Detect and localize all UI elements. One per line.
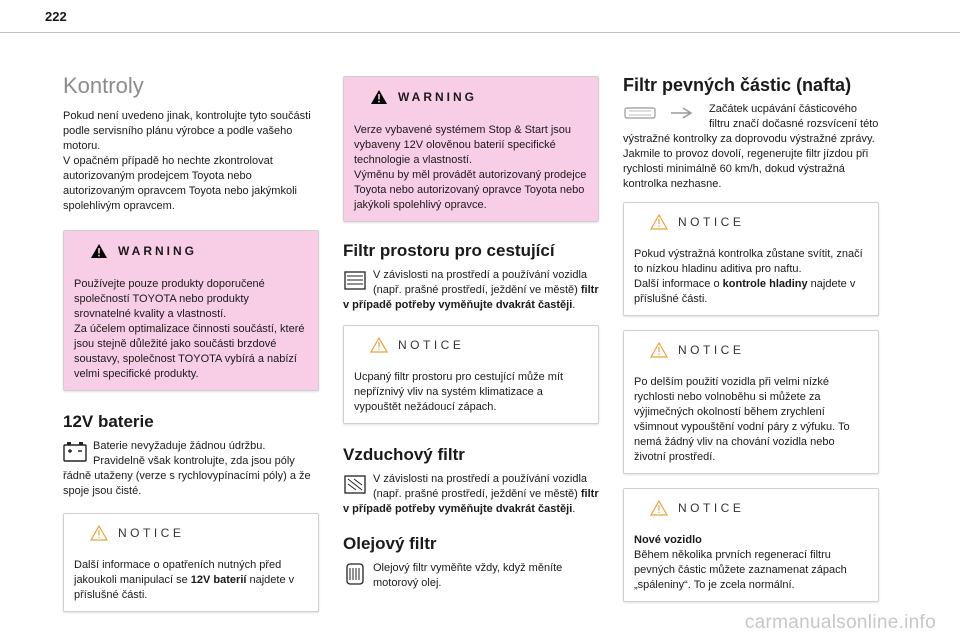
notice-box-battery [63,513,319,612]
intro-paragraph-1: Pokud není uvedeno jinak, kontrolujte tyto součásti podle servisního plánu výrobce a podle vašeho motoru. [63,110,311,152]
air-filter-icon [343,473,367,495]
section-title-oil-filter: Olejový filtr [343,534,437,553]
cabin-text: V závislosti na prostředí a používání vozidla (např. prašné prostředí, ježdění ve městě) [373,269,588,296]
notice-label: NOTICE [678,501,745,515]
notice-additive-post: najdete v příslušné části. [634,278,856,305]
section-title-12v-baterie: 12V baterie [63,412,154,431]
warning-label: WARNING [118,244,197,258]
section-title-kontroly: Kontroly [63,73,144,98]
notice-box-cabin [343,325,599,424]
warning-header [64,231,318,271]
oil-filter-icon [343,562,367,586]
battery-icon [63,440,87,462]
warning-body [344,117,598,221]
warning-line-1: Verze vybavené systémem Stop & Start jsou vybaveny 12V olověnou baterií specifické technologie a vlastností. [354,124,572,166]
intro-paragraph-2: V opačném případě ho nechte zkontrolovat autorizovaným prodejcem Toyota nebo autorizovaným opravcem Toyota nebo jakýmkoli spolehlivým opravcem. [63,155,297,212]
notice-text-bold: 12V baterií [190,574,247,586]
notice-battery-text [74,558,308,603]
notice-body [624,369,878,473]
notice-new-vehicle-text [634,533,868,593]
notice-header [64,514,318,552]
warning-triangle-icon [370,89,388,105]
air-text-bold: filtr v případě potřeby vyměňujte dvakrát častěji [343,488,599,515]
column-1 [63,70,319,612]
warning-line-2: Výměnu by měl provádět autorizovaný prodejce Toyota nebo autorizovaný opravce Toyota nebo jakýkoli spolehlivý opravce. [354,169,587,211]
notice-label: NOTICE [678,215,745,229]
notice-steam-text: Po delším použití vozidla při velmi nízké rychlosti nebo volnoběhu si můžete za výjimečných okolností během zrychlení všimnout vypouštění vodní páry z výfuku. To nemá žádný vliv na chování vozidla nebo životní prostředí. [634,376,850,463]
section-title-air-filter: Vzduchový filtr [343,445,465,464]
warning-box-products [63,230,319,391]
battery-paragraph [63,439,319,499]
notice-body [624,527,878,601]
notice-label: NOTICE [398,338,465,352]
notice-label: NOTICE [118,526,185,540]
cabin-filter-icon [343,269,367,291]
section-title-dpf: Filtr pevných částic (nafta) [623,75,852,95]
cabin-text-post: . [572,299,576,311]
warning-line-2: Za účelem optimalizace činnosti součástí, které jsou stejně důležité jako součásti brzdové soustavy, společnost TOYOTA vybírá a nabízí velmi specifické produkty. [74,323,305,380]
notice-triangle-icon [90,525,108,541]
notice-header [624,331,878,369]
notice-additive-line-2 [634,277,868,307]
notice-body [344,364,598,423]
dpf-paragraph [623,102,879,192]
oil-filter-paragraph [343,561,599,591]
dpf-line-1: Začátek ucpávání částicového filtru značí dočasné rozsvícení této výstražné kontrolky za doprovodu výstražné zprávy. [623,103,879,145]
notice-triangle-icon [650,214,668,230]
column-3 [623,70,879,602]
notice-additive-bold: kontrole hladiny [722,278,808,290]
warning-box-stop-start [343,76,599,222]
notice-box-additive [623,202,879,316]
air-text: V závislosti na prostředí a používání vozidla (např. prašné prostředí, ježdění ve městě) [373,473,588,500]
notice-cabin-text: Ucpaný filtr prostoru pro cestující může mít nepříznivý vliv na systém klimatizace a vypouštět nežádoucí zápach. [354,371,564,413]
notice-new-vehicle-heading: Nové vozidlo [634,534,702,546]
notice-additive-line-1: Pokud výstražná kontrolka zůstane svítit, značí to nízkou hladinu aditiva pro naftu. [634,248,863,275]
notice-header [624,203,878,241]
dpf-line-2: Jakmile to provoz dovolí, regenerujte filtr jízdou při rychlosti minimálně 60 km/h, dokud výstražná kontrolka nezhasne. [623,148,869,190]
warning-body [64,271,318,390]
header-divider [0,32,960,33]
notice-triangle-icon [650,342,668,358]
air-text-post: . [572,503,576,515]
notice-triangle-icon [650,500,668,516]
warning-label: WARNING [398,90,477,104]
notice-body [624,241,878,315]
air-filter-paragraph [343,472,599,517]
notice-body [64,552,318,611]
page-number: 222 [45,9,67,24]
dpf-warning-light-icon [623,103,703,123]
notice-new-vehicle-body: Během několika prvních regenerací filtru pevných částic můžete zaznamenat zápach „spáleniny“. To je zcela normální. [634,549,847,591]
air-filter-text [343,472,599,517]
notice-text-pre: Další informace o opatřeních nutných před jakoukoli manipulací se [74,559,282,586]
cabin-filter-text [343,268,599,313]
notice-box-new-vehicle [623,488,879,602]
warning-triangle-icon [90,243,108,259]
warning-header [344,77,598,117]
section-title-cabin-filter: Filtr prostoru pro cestující [343,241,555,260]
notice-triangle-icon [370,337,388,353]
column-2 [343,76,599,591]
oil-filter-text: Olejový filtr vyměňte vždy, když měníte motorový olej. [373,562,563,589]
notice-label: NOTICE [678,343,745,357]
notice-header [624,489,878,527]
notice-box-steam [623,330,879,474]
notice-header [344,326,598,364]
battery-text: Baterie nevyžaduje žádnou údržbu. Pravidelně však kontrolujte, zda jsou póly řádně utaženy (verze s rychlovypínacími póly) a že spoje jsou čisté. [63,440,311,497]
watermark: carmanualsonline.info [744,612,936,633]
cabin-text-bold: filtr v případě potřeby vyměňujte dvakrát častěji [343,284,599,311]
notice-text-post: najdete v příslušné části. [74,574,295,601]
cabin-filter-paragraph [343,268,599,313]
warning-line-1: Používejte pouze produkty doporučené společností TOYOTA nebo produkty srovnatelné kvality a vlastností. [74,278,265,320]
notice-additive-pre: Další informace o [634,278,723,290]
